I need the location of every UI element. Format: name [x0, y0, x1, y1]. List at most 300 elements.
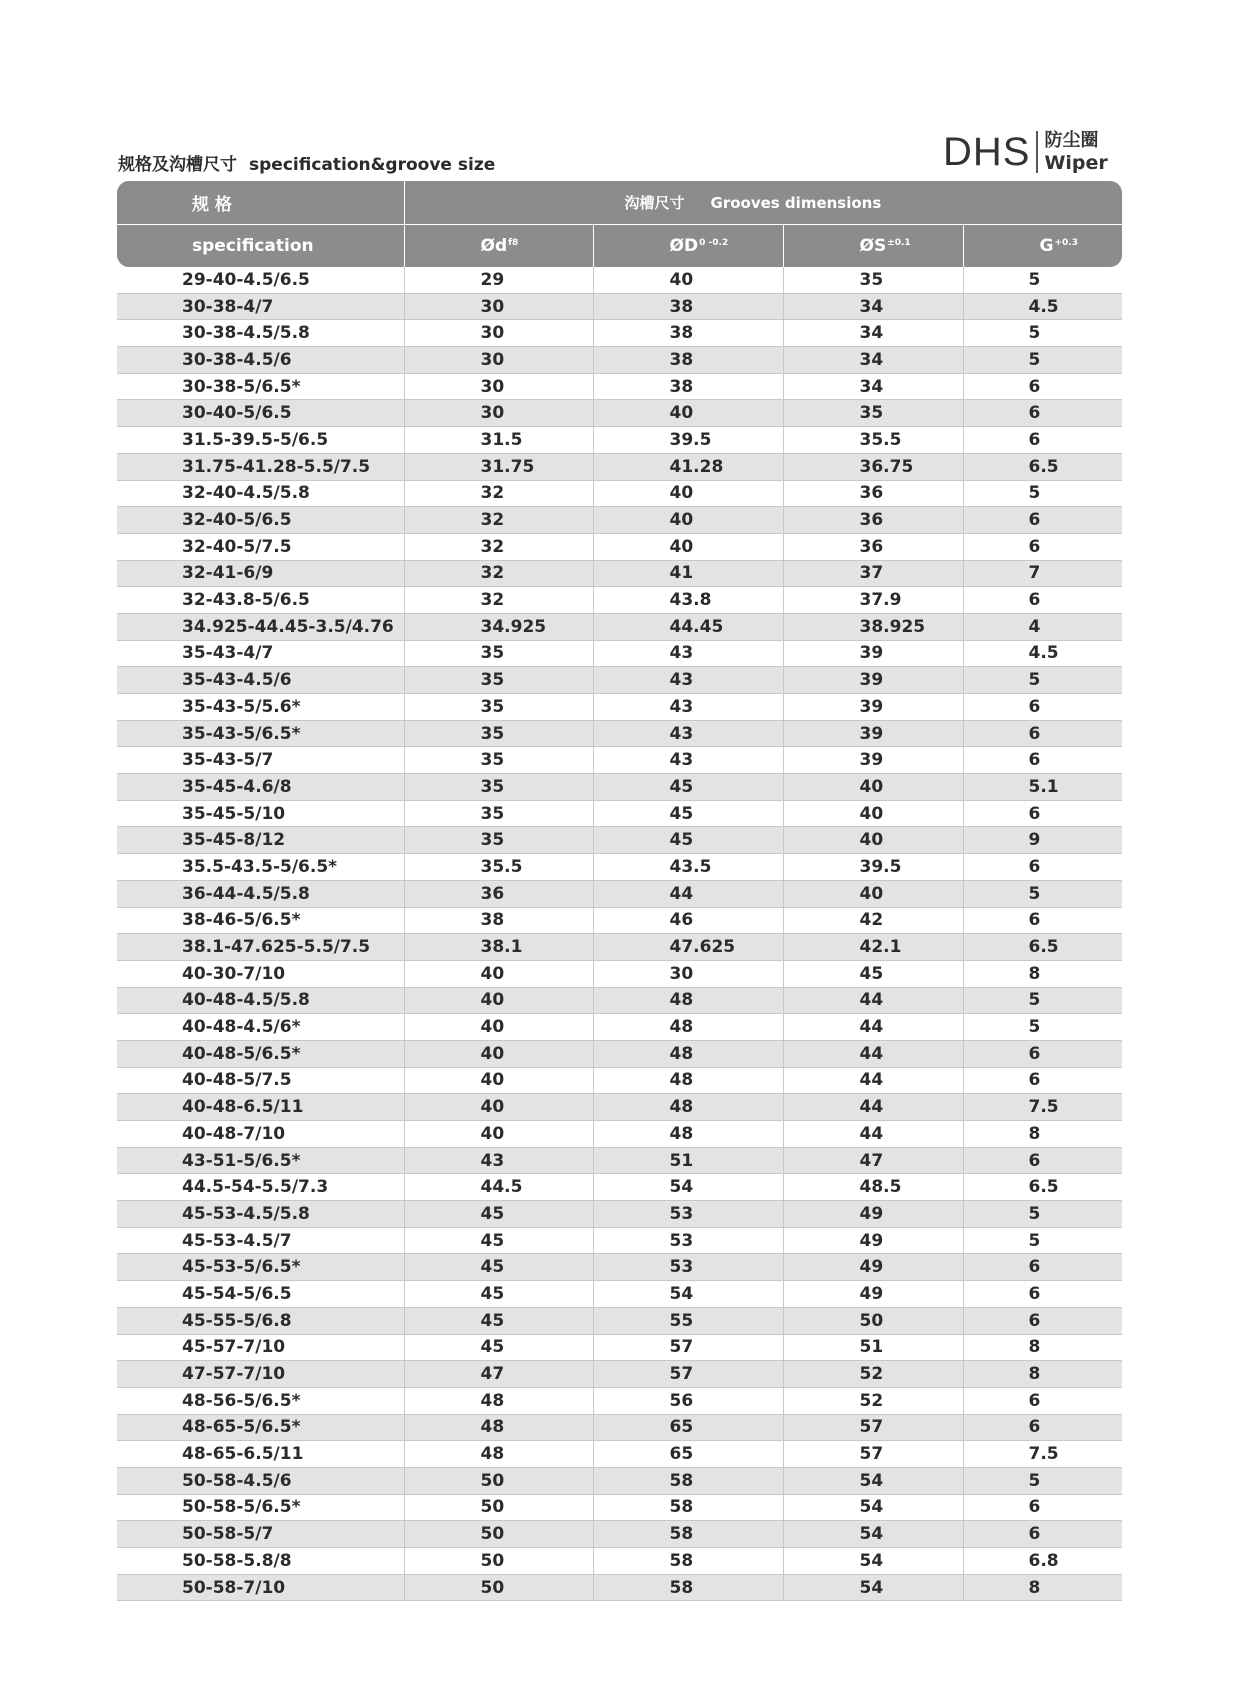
cell-D: 43 [593, 667, 783, 694]
cell-spec: 44.5-54-5.5/7.3 [117, 1174, 404, 1201]
table-row [117, 1361, 1122, 1388]
product-names [1044, 130, 1107, 174]
table-row [117, 1121, 1122, 1148]
table-row [117, 1254, 1122, 1281]
cell-G: 6 [963, 747, 1122, 774]
cell-G: 5 [963, 987, 1122, 1014]
cell-d: 38 [404, 907, 593, 934]
cell-G: 6 [963, 1494, 1122, 1521]
cell-spec: 43-51-5/6.5* [117, 1147, 404, 1174]
cell-G: 8 [963, 1574, 1122, 1601]
cell-D: 41.28 [593, 453, 783, 480]
cell-spec: 32-41-6/9 [117, 560, 404, 587]
cell-D: 58 [593, 1467, 783, 1494]
cell-S: 52 [783, 1387, 963, 1414]
cell-G: 5 [963, 480, 1122, 507]
cell-S: 42 [783, 907, 963, 934]
cell-spec: 50-58-5.8/8 [117, 1548, 404, 1575]
cell-d: 40 [404, 1014, 593, 1041]
table-row [117, 1521, 1122, 1548]
cell-S: 44 [783, 1094, 963, 1121]
cell-spec: 48-56-5/6.5* [117, 1387, 404, 1414]
cell-D: 43 [593, 640, 783, 667]
cell-G: 5 [963, 320, 1122, 347]
cell-S: 54 [783, 1521, 963, 1548]
table-row [117, 267, 1122, 293]
cell-S: 40 [783, 827, 963, 854]
cell-S: 45 [783, 960, 963, 987]
cell-D: 48 [593, 1121, 783, 1148]
cell-D: 58 [593, 1574, 783, 1601]
cell-S: 49 [783, 1201, 963, 1228]
cell-G: 5 [963, 347, 1122, 374]
table-row [117, 1441, 1122, 1468]
cell-G: 6.5 [963, 1174, 1122, 1201]
cell-spec: 30-40-5/6.5 [117, 400, 404, 427]
table-row [117, 507, 1122, 534]
cell-S: 51 [783, 1334, 963, 1361]
table-row [117, 1307, 1122, 1334]
cell-S: 42.1 [783, 934, 963, 961]
cell-S: 34 [783, 293, 963, 320]
cell-D: 47.625 [593, 934, 783, 961]
cell-G: 6 [963, 427, 1122, 454]
cell-D: 40 [593, 267, 783, 293]
cell-D: 48 [593, 1094, 783, 1121]
cell-D: 43 [593, 747, 783, 774]
heading-cn: 规格及沟槽尺寸 [118, 155, 237, 175]
cell-spec: 32-40-5/7.5 [117, 533, 404, 560]
cell-S: 36 [783, 507, 963, 534]
cell-G: 6 [963, 1254, 1122, 1281]
cell-D: 43.8 [593, 587, 783, 614]
cell-D: 43 [593, 720, 783, 747]
cell-S: 39 [783, 667, 963, 694]
cell-spec: 48-65-6.5/11 [117, 1441, 404, 1468]
cell-G: 6 [963, 1067, 1122, 1094]
cell-D: 58 [593, 1548, 783, 1575]
table-row [117, 1387, 1122, 1414]
cell-S: 57 [783, 1441, 963, 1468]
table-row [117, 1414, 1122, 1441]
cell-d: 30 [404, 320, 593, 347]
cell-d: 45 [404, 1254, 593, 1281]
cell-S: 34 [783, 347, 963, 374]
cell-spec: 45-53-5/6.5* [117, 1254, 404, 1281]
cell-spec: 35-45-8/12 [117, 827, 404, 854]
cell-G: 6.5 [963, 453, 1122, 480]
cell-S: 50 [783, 1307, 963, 1334]
cell-spec: 35-43-5/7 [117, 747, 404, 774]
cell-spec: 30-38-5/6.5* [117, 373, 404, 400]
cell-D: 57 [593, 1334, 783, 1361]
cell-G: 9 [963, 827, 1122, 854]
cell-D: 48 [593, 1067, 783, 1094]
cell-d: 50 [404, 1467, 593, 1494]
cell-G: 6 [963, 1281, 1122, 1308]
cell-d: 50 [404, 1521, 593, 1548]
cell-G: 5.1 [963, 774, 1122, 801]
product-name-en: Wiper [1044, 152, 1108, 174]
cell-G: 6 [963, 720, 1122, 747]
cell-d: 30 [404, 293, 593, 320]
cell-G: 7.5 [963, 1094, 1122, 1121]
cell-D: 40 [593, 533, 783, 560]
table-row [117, 1067, 1122, 1094]
cell-d: 35 [404, 827, 593, 854]
cell-G: 5 [963, 1201, 1122, 1228]
table-row [117, 1147, 1122, 1174]
cell-d: 31.75 [404, 453, 593, 480]
cell-S: 49 [783, 1254, 963, 1281]
table-row [117, 827, 1122, 854]
cell-G: 6 [963, 1040, 1122, 1067]
cell-d: 40 [404, 1040, 593, 1067]
header-group [404, 181, 1122, 225]
cell-D: 40 [593, 507, 783, 534]
cell-d: 35.5 [404, 854, 593, 881]
cell-d: 48 [404, 1414, 593, 1441]
cell-G: 5 [963, 1014, 1122, 1041]
cell-d: 30 [404, 400, 593, 427]
product-name-cn: 防尘圈 [1044, 130, 1099, 151]
cell-D: 56 [593, 1387, 783, 1414]
cell-d: 30 [404, 373, 593, 400]
table-row [117, 613, 1122, 640]
table-row [117, 774, 1122, 801]
cell-d: 36 [404, 880, 593, 907]
cell-D: 55 [593, 1307, 783, 1334]
cell-S: 44 [783, 1040, 963, 1067]
cell-D: 48 [593, 987, 783, 1014]
cell-D: 43.5 [593, 854, 783, 881]
cell-G: 7.5 [963, 1441, 1122, 1468]
cell-spec: 40-48-5/7.5 [117, 1067, 404, 1094]
table-row [117, 1467, 1122, 1494]
cell-S: 35 [783, 267, 963, 293]
cell-D: 48 [593, 1040, 783, 1067]
cell-d: 35 [404, 800, 593, 827]
cell-S: 35.5 [783, 427, 963, 454]
cell-d: 31.5 [404, 427, 593, 454]
cell-S: 39 [783, 720, 963, 747]
cell-d: 29 [404, 267, 593, 293]
cell-spec: 45-53-4.5/7 [117, 1227, 404, 1254]
cell-spec: 29-40-4.5/6.5 [117, 267, 404, 293]
cell-G: 5 [963, 267, 1122, 293]
cell-G: 6 [963, 507, 1122, 534]
cell-G: 6 [963, 1147, 1122, 1174]
cell-G: 6 [963, 854, 1122, 881]
cell-spec: 32-43.8-5/6.5 [117, 587, 404, 614]
table-row [117, 747, 1122, 774]
header-col-D: $ØD^{0 -0.2}$ [593, 225, 783, 268]
table-row [117, 480, 1122, 507]
cell-D: 65 [593, 1441, 783, 1468]
cell-d: 45 [404, 1227, 593, 1254]
table-row [117, 400, 1122, 427]
cell-D: 48 [593, 1014, 783, 1041]
cell-G: 6 [963, 587, 1122, 614]
cell-D: 45 [593, 827, 783, 854]
cell-G: 7 [963, 560, 1122, 587]
cell-d: 32 [404, 560, 593, 587]
cell-S: 35 [783, 400, 963, 427]
cell-d: 35 [404, 640, 593, 667]
table-row [117, 453, 1122, 480]
spec-table-container [117, 181, 1122, 1601]
cell-D: 43 [593, 694, 783, 721]
cell-S: 54 [783, 1548, 963, 1575]
cell-G: 6 [963, 694, 1122, 721]
cell-d: 32 [404, 587, 593, 614]
cell-spec: 36-44-4.5/5.8 [117, 880, 404, 907]
cell-G: 8 [963, 1334, 1122, 1361]
cell-spec: 45-57-7/10 [117, 1334, 404, 1361]
table-row [117, 987, 1122, 1014]
cell-spec: 45-54-5/6.5 [117, 1281, 404, 1308]
cell-d: 40 [404, 960, 593, 987]
cell-S: 39.5 [783, 854, 963, 881]
header-col-G: $G^{+0.3}$ [963, 225, 1122, 268]
cell-spec: 35-45-5/10 [117, 800, 404, 827]
cell-S: 52 [783, 1361, 963, 1388]
table-row [117, 1227, 1122, 1254]
table-row [117, 854, 1122, 881]
cell-S: 44 [783, 1014, 963, 1041]
cell-S: 40 [783, 880, 963, 907]
cell-D: 40 [593, 480, 783, 507]
cell-spec: 40-48-4.5/5.8 [117, 987, 404, 1014]
cell-spec: 31.75-41.28-5.5/7.5 [117, 453, 404, 480]
cell-d: 50 [404, 1494, 593, 1521]
cell-D: 57 [593, 1361, 783, 1388]
table-row [117, 640, 1122, 667]
cell-S: 34 [783, 373, 963, 400]
cell-d: 50 [404, 1574, 593, 1601]
table-row [117, 1094, 1122, 1121]
cell-D: 44 [593, 880, 783, 907]
cell-D: 53 [593, 1201, 783, 1228]
spec-table [117, 181, 1122, 1601]
cell-S: 37 [783, 560, 963, 587]
cell-d: 40 [404, 987, 593, 1014]
cell-d: 47 [404, 1361, 593, 1388]
cell-spec: 38-46-5/6.5* [117, 907, 404, 934]
cell-D: 51 [593, 1147, 783, 1174]
cell-S: 39 [783, 640, 963, 667]
table-body [117, 267, 1122, 1601]
cell-d: 35 [404, 774, 593, 801]
cell-G: 8 [963, 1121, 1122, 1148]
cell-D: 38 [593, 373, 783, 400]
cell-S: 38.925 [783, 613, 963, 640]
brand-divider [1036, 131, 1038, 173]
cell-S: 40 [783, 774, 963, 801]
cell-G: 6.5 [963, 934, 1122, 961]
cell-G: 6 [963, 400, 1122, 427]
cell-d: 40 [404, 1121, 593, 1148]
header-group-cn: 沟槽尺寸 [624, 194, 685, 212]
cell-spec: 50-58-4.5/6 [117, 1467, 404, 1494]
cell-D: 38 [593, 320, 783, 347]
cell-spec: 35-43-4.5/6 [117, 667, 404, 694]
table-row [117, 560, 1122, 587]
cell-S: 37.9 [783, 587, 963, 614]
table-row [117, 1040, 1122, 1067]
header-spec-en: specification [117, 225, 404, 268]
cell-G: 4.5 [963, 640, 1122, 667]
table-row [117, 1014, 1122, 1041]
cell-d: 40 [404, 1067, 593, 1094]
cell-spec: 30-38-4.5/5.8 [117, 320, 404, 347]
cell-spec: 34.925-44.45-3.5/4.76 [117, 613, 404, 640]
cell-G: 6 [963, 800, 1122, 827]
cell-S: 54 [783, 1467, 963, 1494]
cell-S: 54 [783, 1574, 963, 1601]
cell-S: 34 [783, 320, 963, 347]
cell-D: 38 [593, 347, 783, 374]
cell-D: 45 [593, 800, 783, 827]
cell-S: 57 [783, 1414, 963, 1441]
cell-d: 32 [404, 480, 593, 507]
cell-spec: 35-45-4.6/8 [117, 774, 404, 801]
cell-spec: 31.5-39.5-5/6.5 [117, 427, 404, 454]
cell-G: 6 [963, 1521, 1122, 1548]
cell-spec: 32-40-5/6.5 [117, 507, 404, 534]
table-row [117, 320, 1122, 347]
cell-D: 58 [593, 1521, 783, 1548]
cell-G: 6 [963, 1414, 1122, 1441]
table-row [117, 1574, 1122, 1601]
table-header [117, 181, 1122, 267]
cell-S: 49 [783, 1227, 963, 1254]
cell-D: 40 [593, 400, 783, 427]
cell-spec: 40-48-6.5/11 [117, 1094, 404, 1121]
cell-S: 36 [783, 480, 963, 507]
cell-G: 6 [963, 533, 1122, 560]
cell-D: 41 [593, 560, 783, 587]
cell-spec: 50-58-7/10 [117, 1574, 404, 1601]
cell-G: 8 [963, 1361, 1122, 1388]
cell-d: 32 [404, 507, 593, 534]
cell-G: 5 [963, 880, 1122, 907]
table-row [117, 907, 1122, 934]
cell-G: 8 [963, 960, 1122, 987]
cell-G: 5 [963, 667, 1122, 694]
cell-d: 35 [404, 667, 593, 694]
cell-d: 43 [404, 1147, 593, 1174]
cell-S: 40 [783, 800, 963, 827]
cell-G: 5 [963, 1467, 1122, 1494]
table-row [117, 800, 1122, 827]
header-spec-cn: 规 格 [117, 181, 404, 225]
cell-d: 50 [404, 1548, 593, 1575]
cell-D: 53 [593, 1254, 783, 1281]
cell-G: 5 [963, 1227, 1122, 1254]
cell-S: 36 [783, 533, 963, 560]
cell-D: 53 [593, 1227, 783, 1254]
table-row [117, 427, 1122, 454]
cell-D: 45 [593, 774, 783, 801]
cell-d: 45 [404, 1307, 593, 1334]
cell-S: 48.5 [783, 1174, 963, 1201]
cell-d: 35 [404, 694, 593, 721]
cell-d: 45 [404, 1201, 593, 1228]
brand-mark [943, 128, 1108, 176]
cell-spec: 35-43-5/6.5* [117, 720, 404, 747]
page-heading [118, 150, 495, 175]
table-row [117, 934, 1122, 961]
cell-G: 4 [963, 613, 1122, 640]
cell-d: 35 [404, 747, 593, 774]
cell-S: 44 [783, 1067, 963, 1094]
cell-D: 30 [593, 960, 783, 987]
heading-en: specification&groove size [249, 155, 496, 175]
table-row [117, 293, 1122, 320]
cell-d: 48 [404, 1387, 593, 1414]
cell-spec: 40-48-4.5/6* [117, 1014, 404, 1041]
cell-D: 54 [593, 1174, 783, 1201]
cell-S: 54 [783, 1494, 963, 1521]
cell-G: 6 [963, 1387, 1122, 1414]
cell-d: 34.925 [404, 613, 593, 640]
product-code: DHS [943, 130, 1031, 174]
cell-d: 44.5 [404, 1174, 593, 1201]
table-row [117, 1174, 1122, 1201]
cell-spec: 40-48-7/10 [117, 1121, 404, 1148]
table-row [117, 880, 1122, 907]
cell-D: 54 [593, 1281, 783, 1308]
table-row [117, 1548, 1122, 1575]
cell-spec: 50-58-5/6.5* [117, 1494, 404, 1521]
cell-d: 48 [404, 1441, 593, 1468]
cell-D: 39.5 [593, 427, 783, 454]
cell-spec: 45-53-4.5/5.8 [117, 1201, 404, 1228]
cell-spec: 48-65-5/6.5* [117, 1414, 404, 1441]
cell-d: 32 [404, 533, 593, 560]
cell-S: 47 [783, 1147, 963, 1174]
table-row [117, 347, 1122, 374]
cell-D: 58 [593, 1494, 783, 1521]
table-row [117, 694, 1122, 721]
table-row [117, 1281, 1122, 1308]
cell-S: 39 [783, 747, 963, 774]
cell-spec: 35-43-5/5.6* [117, 694, 404, 721]
table-row [117, 1494, 1122, 1521]
table-row [117, 720, 1122, 747]
cell-spec: 32-40-4.5/5.8 [117, 480, 404, 507]
cell-d: 40 [404, 1094, 593, 1121]
table-row [117, 373, 1122, 400]
cell-D: 38 [593, 293, 783, 320]
cell-spec: 30-38-4.5/6 [117, 347, 404, 374]
table-row [117, 533, 1122, 560]
cell-d: 35 [404, 720, 593, 747]
cell-d: 38.1 [404, 934, 593, 961]
cell-d: 30 [404, 347, 593, 374]
cell-G: 6.8 [963, 1548, 1122, 1575]
cell-S: 49 [783, 1281, 963, 1308]
cell-G: 6 [963, 907, 1122, 934]
cell-d: 45 [404, 1281, 593, 1308]
cell-G: 6 [963, 1307, 1122, 1334]
table-row [117, 960, 1122, 987]
cell-spec: 35-43-4/7 [117, 640, 404, 667]
table-row [117, 1334, 1122, 1361]
cell-spec: 40-30-7/10 [117, 960, 404, 987]
cell-S: 39 [783, 694, 963, 721]
